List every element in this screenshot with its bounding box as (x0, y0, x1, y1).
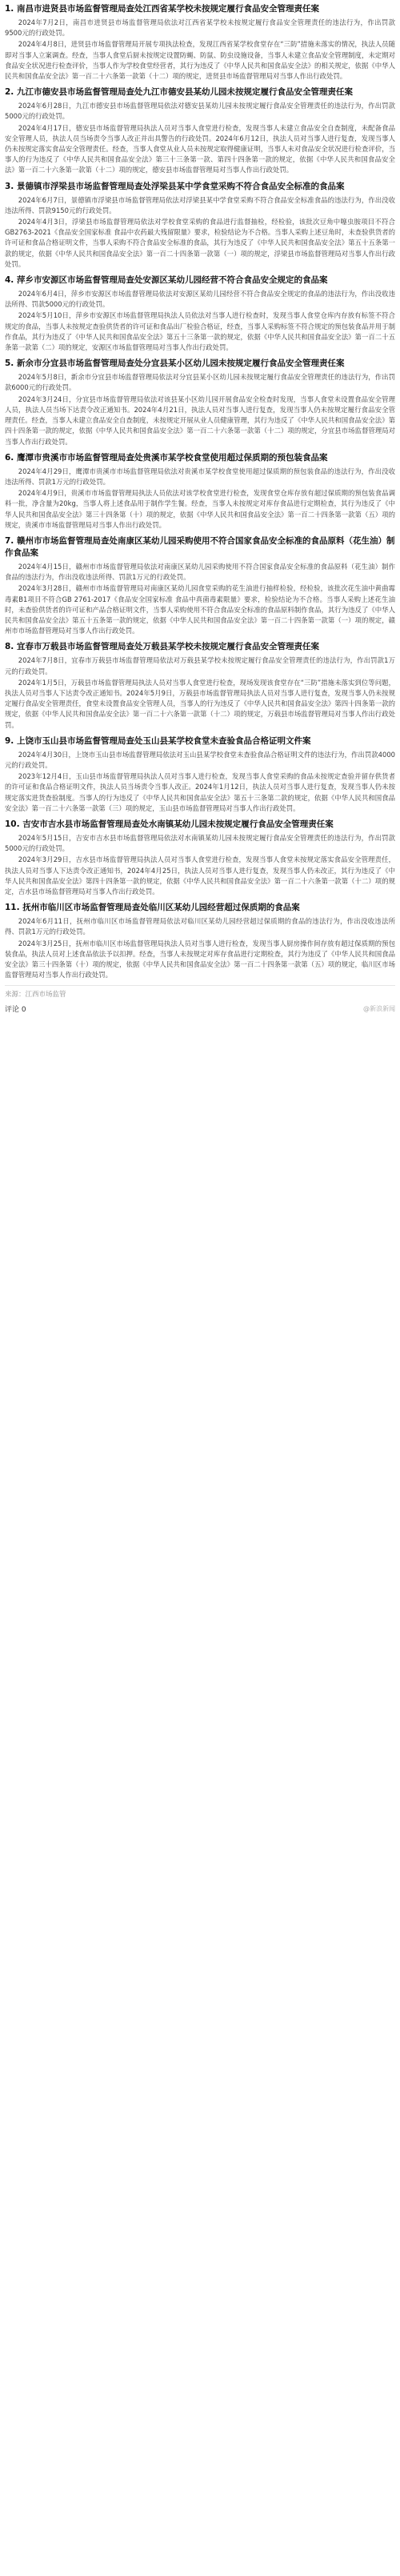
case-paragraph: 2024年7月8日，宜春市万载县市场监督管理局依法对万载县某学校未按规定履行食品安全管理责任的违法行为，作出罚款1万元的行政处罚。 (5, 656, 395, 675)
source-label: 来源：江西市场监管 (5, 991, 66, 1000)
case-title: 11. 抚州市临川区市场监督管理局查处临川区某幼儿园经营超过保质期的食品案 (5, 903, 300, 913)
case-paragraph: 2024年6月4日，萍乡市安源区市场监督管理局依法对安源区某幼儿园经营不符合食品安全规定的食品的违法行为，作出没收违法所得、罚款5000元的行政处罚。 (5, 290, 395, 309)
case-section (5, 452, 395, 531)
case-section (5, 3, 395, 82)
watermark: @新浪新闻 (363, 1005, 395, 1013)
case-title: 4. 萍乡市安源区市场监督管理局查处安源区某幼儿园经营不符合食品安全规定的食品案 (5, 275, 328, 286)
case-section (5, 641, 395, 730)
case-section (5, 819, 395, 897)
case-paragraph: 2024年3月28日，赣州市市场监督管理局对南康区某幼儿园食堂采购的花生油进行抽样检验，经检验，该批次花生油中黄曲霉毒素B1项目不符合GB 2761-2017《食品安全国家标准 食品中真菌毒素限量》要求，检验结论为不合格。当事人采购上述花生油时，未查验供货者的许可证和产品合格证明文件，当事人采购使用不符合食品安全标准的食品原料制作食品，其行为违反了《中华人民共和国食品安全法》第五十五条第一款的规定，依据《中华人民共和国食品安全法》第一百二十四条第一款第（一）项的规定，赣州市市场监督管理局对当事人作出行政处罚。 (5, 584, 395, 635)
case-paragraph: 2024年3月25日，抚州市临川区市场监督管理局执法人员对当事人进行检查，发现当事人厨房操作间存放有超过保质期的预包装食品，执法人员对上述食品依法予以扣押。经查，当事人未按规定对库存食品进行定期检查，其行为违反了《中华人民共和国食品安全法》第三十四条第（十）项的规定，依据《中华人民共和国食品安全法》第一百二十四条第一款第（五）项的规定，临川区市场监督管理局对当事人作出行政处罚。 (5, 939, 395, 980)
case-section (5, 358, 395, 447)
case-paragraph: 2024年3月24日，分宜县市场监督管理局依法对该县某小区幼儿园开展食品安全检查时发现，当事人食堂未设置食品安全管理人员，执法人员当场下达责令改正通知书。2024年4月21日，执法人员对当事人进行复查，发现当事人仍未按规定履行食品安全管理责任。经查，当事人未建立食品安全自查制度，未按规定开展从业人员健康管理，其行为违反了《中华人民共和国食品安全法》第四十四条第一款的规定，依据《中华人民共和国食品安全法》第一百二十六条第一款第（十二）项的规定，分宜县市场监督管理局对当事人作出行政处罚。 (5, 395, 395, 446)
case-paragraph: 2024年4月9日，贵溪市市场监督管理局执法人员依法对该学校食堂进行检查，发现食堂仓库存放有超过保质期的预包装食品调料一批，净含量为20kg，当事人将上述食品用于制作学生餐。经查，当事人未按规定对库存食品进行定期检查，其行为违反了《中华人民共和国食品安全法》第三十四条第（十）项的规定，依据《中华人民共和国食品安全法》第一百二十四条第一款第（五）项的规定，贵溪市市场监督管理局对当事人作出行政处罚。 (5, 489, 395, 529)
case-paragraph: 2024年6月7日，景德镇市浮梁县市场监督管理局依法对浮梁县某中学食堂采购不符合食品安全标准食品的违法行为，作出没收违法所得、罚款9150元的行政处罚。 (5, 195, 395, 214)
case-paragraph: 2024年4月29日，鹰潭市贵溪市市场监督管理局依法对贵溪市某学校食堂使用超过保质期的预包装食品的违法行为，作出没收违法所得、罚款1万元的行政处罚。 (5, 467, 395, 486)
case-paragraph: 2024年3月29日，吉水县市场监督管理局执法人员对当事人食堂进行检查，发现当事人食堂未按规定落实食品安全管理责任，执法人员对当事人下达责令改正通知书，2024年4月25日，执法人员对当事人进行复查，发现当事人仍未改正，其行为违反了《中华人民共和国食品安全法》第四十四条第一款的规定，依据《中华人民共和国食品安全法》第一百二十六条第一款第（十二）项的规定，吉水县市场监督管理局对当事人作出行政处罚。 (5, 855, 395, 895)
case-title: 2. 九江市德安县市场监督管理局查处九江市德安县某幼儿园未按规定履行食品安全管理责任案 (5, 87, 353, 98)
case-section (5, 86, 395, 175)
case-paragraph: 2024年5月10日，萍乡市安源区市场监督管理局执法人员依法对当事人进行检查时，发现当事人食堂仓库内存放有标签不符合规定的食品，当事人未按规定查验供货者的许可证和食品出厂检验合格证，经查，当事人采购标签不符合规定的预包装食品并用于制作食品，其行为违反了《中华人民共和国食品安全法》第五十三条第一款的规定，依据《中华人民共和国食品安全法》第一百二十五条第一款第（二）项的规定，安源区市场监督管理局对当事人作出行政处罚。 (5, 311, 395, 352)
case-paragraph: 2024年7月2日，南昌市进贤县市场监督管理局依法对江西省某学校未按规定履行食品安全管理责任的违法行为，作出罚款9500元的行政处罚。 (5, 18, 395, 38)
case-title: 3. 景德镇市浮梁县市场监督管理局查处浮梁县某中学食堂采购不符合食品安全标准的食品案 (5, 181, 345, 191)
case-section (5, 735, 395, 814)
case-paragraph: 2024年4月15日，赣州市市场监督管理局依法对南康区某幼儿园采购使用不符合国家食品安全标准的食品原料（花生油）制作食品的违法行为，作出没收违法所得、罚款1万元的行政处罚。 (5, 562, 395, 582)
case-paragraph: 2024年6月28日，九江市德安县市场监督管理局依法对德安县某幼儿园未按规定履行食品安全管理责任的违法行为，作出罚款5000元的行政处罚。 (5, 102, 395, 121)
case-paragraph: 2024年5月15日，吉安市吉水县市场监督管理局依法对水南镇某幼儿园未按规定履行食品安全管理责任的违法行为，作出罚款5000元的行政处罚。 (5, 833, 395, 853)
article-page (0, 0, 400, 1019)
case-paragraph: 2024年4月17日，德安县市场监督管理局执法人员对当事人食堂进行检查，发现当事人未建立食品安全自查制度，未配备食品安全管理人员，执法人员当场责令当事人改正并出具警告的行政处罚。2024年6月12日，执法人员对当事人进行复查，发现当事人仍未按规定落实食品安全管理责任。经查，当事人食堂从业人员未按规定取得健康证明，当事人未对食品安全状况进行检查评价，当事人的行为违反了《中华人民共和国食品安全法》第三十三条第一款、第四十四条第一款的规定，依据《中华人民共和国食品安全法》第一百二十六条第一款第（十二）项的规定，德安县市场监督管理局对当事人作出行政处罚。 (5, 123, 395, 174)
footer (5, 1004, 395, 1014)
case-paragraph: 2024年6月11日，抚州市临川区市场监督管理局依法对临川区某幼儿园经营超过保质期的食品的违法行为，作出没收违法所得、罚款1万元的行政处罚。 (5, 917, 395, 936)
case-section (5, 181, 395, 270)
case-paragraph: 2024年4月8日，进贤县市场监督管理局开展专项执法检查，发现江西省某学校食堂存在“三防”措施未落实的情况，执法人员随即对当事人立案调查。经查，当事人食堂后厨未按规定设置防蝇、防鼠、防虫设施设备，当事人未建立食品安全管理制度，未定期对食品安全状况进行检查评价，当事人作为学校食堂经营者，其行为违反了《中华人民共和国食品安全法》的相关规定，依据《中华人民共和国食品安全法》第一百二十六条第一款第（十二）项的规定，进贤县市场监督管理局对当事人作出行政处罚。 (5, 40, 395, 81)
case-paragraph: 2023年12月4日，玉山县市场监督管理局执法人员对当事人进行检查，发现当事人食堂采购的食品未按规定查验并留存供货者的许可证和食品合格证明文件，执法人员当场责令当事人改正。2024年1月12日，执法人员对当事人进行复查，发现当事人仍未按规定落实进货查验制度。当事人的行为违反了《中华人民共和国食品安全法》第五十三条第二款的规定，依据《中华人民共和国食品安全法》第一百二十六条第一款第（三）项的规定，玉山县市场监督管理局对当事人作出行政处罚。 (5, 772, 395, 812)
case-paragraph: 2024年4月3日，浮梁县市场监督管理局依法对学校食堂采购的食品进行监督抽检，经检验，该批次豆角中噻虫胺项目不符合GB2763-2021《食品安全国家标准 食品中农药最大残留限量》要求，检验结论为不合格。当事人采购上述豆角时，未查验供货者的许可证和食品合格证明文件，当事人采购不符合食品安全标准的食品，其行为违反了《中华人民共和国食品安全法》第五十五条第一款的规定，依据《中华人民共和国食品安全法》第一百二十四条第一款第（一）项的规定，浮梁县市场监督管理局对当事人作出行政处罚。 (5, 218, 395, 268)
case-list (5, 3, 395, 980)
comments-count[interactable]: 评论 0 (5, 1006, 26, 1015)
divider (5, 985, 395, 986)
case-paragraph: 2024年4月30日，上饶市玉山县市场监督管理局依法对玉山县某学校食堂未查验食品合格证明文件的违法行为，作出罚款4000元的行政处罚。 (5, 750, 395, 769)
case-title: 1. 南昌市进贤县市场监督管理局查处江西省某学校未按规定履行食品安全管理责任案 (5, 4, 319, 14)
case-paragraph: 2024年5月8日，新余市分宜县市场监督管理局依法对分宜县某小区幼儿园未按规定履行食品安全管理责任的违法行为，作出罚款6000元的行政处罚。 (5, 373, 395, 392)
case-title: 5. 新余市分宜县市场监督管理局查处分宜县某小区幼儿园未按规定履行食品安全管理责任案 (5, 359, 345, 369)
case-section (5, 535, 395, 636)
case-title: 7. 赣州市市场监督管理局查处南康区某幼儿园采购使用不符合国家食品安全标准的食品原料（花生油）制作食品案 (5, 535, 395, 558)
case-title: 9. 上饶市玉山县市场监督管理局查处玉山县某学校食堂未查验食品合格证明文件案 (5, 735, 311, 746)
case-title: 8. 宜春市万载县市场监督管理局查处万载县某学校未按规定履行食品安全管理责任案 (5, 642, 319, 652)
case-title: 10. 吉安市吉水县市场监督管理局查处水南镇某幼儿园未按规定履行食品安全管理责任案 (5, 819, 334, 829)
case-section (5, 902, 395, 980)
case-paragraph: 2024年1月5日，万载县市场监督管理局执法人员对当事人食堂进行检查，现场发现该食堂存在“三防”措施未落实到位等问题，执法人员对当事人下达责令改正通知书。2024年5月9日，万载县市场监督管理局执法人员对当事人进行复查，发现当事人仍未按规定履行食品安全管理责任，食堂未设置食品安全管理人员，当事人的行为违反了《中华人民共和国食品安全法》第四十四条第一款的规定，依据《中华人民共和国食品安全法》第一百二十六条第一款第（十二）项的规定，万载县市场监督管理局对当事人作出行政处罚。 (5, 678, 395, 729)
case-title: 6. 鹰潭市贵溪市市场监督管理局查处贵溪市某学校食堂使用超过保质期的预包装食品案 (5, 452, 328, 463)
case-section (5, 274, 395, 353)
